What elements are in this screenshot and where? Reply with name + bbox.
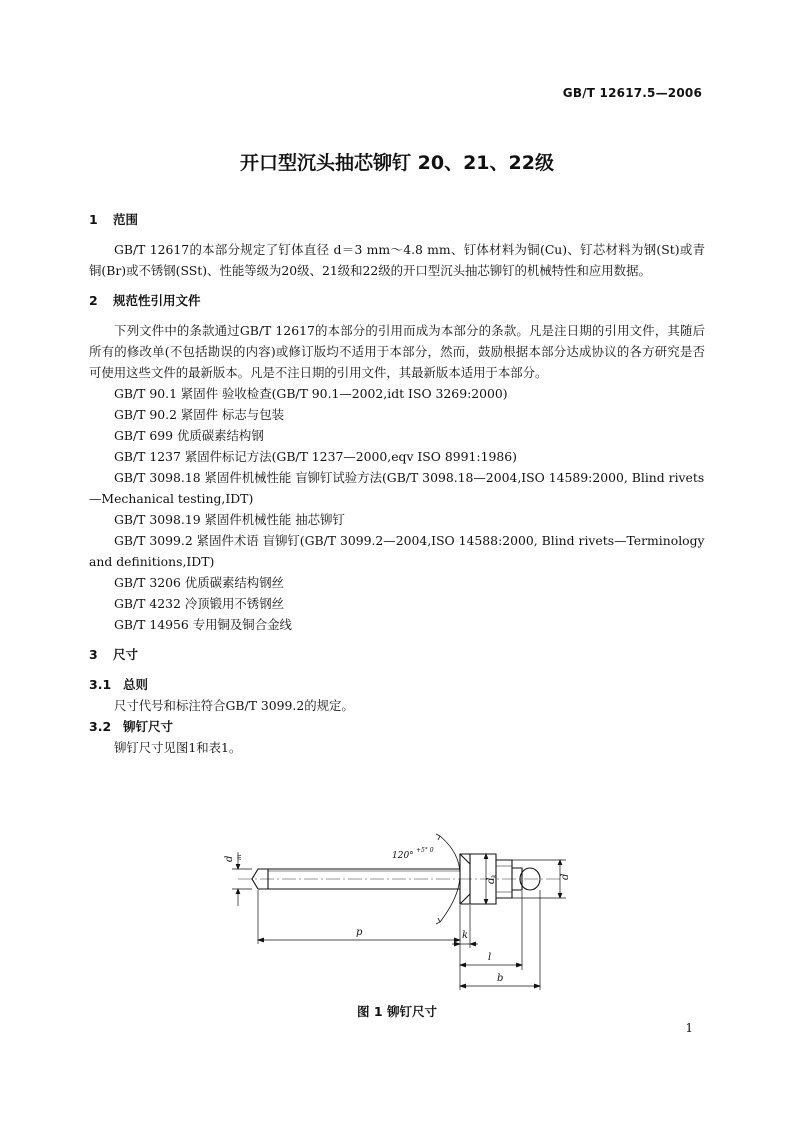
reference-item: GB/T 14956 专用铜及铜合金线 xyxy=(114,617,292,632)
section-3-1-text: 尺寸代号和标注符合GB/T 3099.2的规定。 xyxy=(114,698,354,713)
angle-tolerance: +5° 0 xyxy=(416,847,434,854)
page-number: 1 xyxy=(685,1021,693,1035)
section-3-1-heading: 3.1 总则 xyxy=(89,677,149,692)
dk-label: d xyxy=(486,877,497,884)
angle-label: 120° xyxy=(392,851,414,861)
p-dimension xyxy=(258,938,460,942)
b-label: b xyxy=(497,973,504,984)
reference-item: GB/T 3099.2 紧固件术语 盲铆钉(GB/T 3099.2—2004,ISO 14588:2000, Blind rivets—Terminology and definitions,IDT) xyxy=(89,533,705,569)
figure-caption: 图 1 铆钉尺寸 xyxy=(357,1004,437,1019)
section-1-heading: 1 范围 xyxy=(89,212,139,227)
reference-item: GB/T 699 优质碳素结构钢 xyxy=(114,428,264,443)
l-label: l xyxy=(488,952,492,963)
section-1-paragraph: GB/T 12617的本部分规定了钉体直径 d＝3 mm～4.8 mm、钉体材料为铜(Cu)、钉芯材料为钢(St)或青铜(Br)或不锈钢(SSt)、性能等级为20级、21级和22级的开口型沉头抽芯铆钉的机械特性和应用数据。 xyxy=(89,242,705,278)
reference-item: GB/T 90.2 紧固件 标志与包装 xyxy=(114,407,284,422)
dk-sub: k xyxy=(491,874,498,878)
standard-number: GB/T 12617.5—2006 xyxy=(562,86,702,100)
rivet-dimension-figure xyxy=(0,820,794,1000)
dm-sub: m xyxy=(236,854,243,860)
p-label: p xyxy=(356,927,363,938)
b-dimension xyxy=(460,984,540,988)
k-dimension xyxy=(452,942,478,946)
reference-item: GB/T 4232 冷顶锻用不锈钢丝 xyxy=(114,596,284,611)
section-3-2-text: 铆钉尺寸见图1和表1。 xyxy=(114,740,242,755)
reference-item: GB/T 3206 优质碳素结构钢丝 xyxy=(114,575,284,590)
dm-label: d xyxy=(224,855,235,862)
reference-item: GB/T 90.1 紧固件 验收检查(GB/T 90.1—2002,idt ISO 3269:2000) xyxy=(114,386,508,401)
document-title: 开口型沉头抽芯铆钉 20、21、22级 xyxy=(240,152,554,174)
section-3-2-heading: 3.2 铆钉尺寸 xyxy=(89,719,174,734)
document-body xyxy=(89,209,705,758)
section-3-heading: 3 尺寸 xyxy=(89,647,139,662)
d-label: d xyxy=(560,873,571,880)
k-label: k xyxy=(462,930,469,941)
reference-item: GB/T 3098.19 紧固件机械性能 抽芯铆钉 xyxy=(114,512,345,527)
reference-item: GB/T 1237 紧固件标记方法(GB/T 1237—2000,eqv ISO 8991:1986) xyxy=(114,449,517,464)
l-dimension xyxy=(460,963,522,967)
section-2-heading: 2 规范性引用文件 xyxy=(89,293,201,308)
section-2-paragraph: 下列文件中的条款通过GB/T 12617的本部分的引用而成为本部分的条款。凡是注日期的引用文件，其随后所有的修改单(不包括勘误的内容)或修订版均不适用于本部分，然而，鼓励根据本部分达成协议的各方研究是否可使用这些文件的最新版本。凡是不注日期的引用文件，其最新版本适用于本部分。 xyxy=(89,323,705,380)
reference-item: GB/T 3098.18 紧固件机械性能 盲铆钉试验方法(GB/T 3098.18—2004,ISO 14589:2000, Blind rivets—Mechanical testing,IDT) xyxy=(89,470,705,506)
